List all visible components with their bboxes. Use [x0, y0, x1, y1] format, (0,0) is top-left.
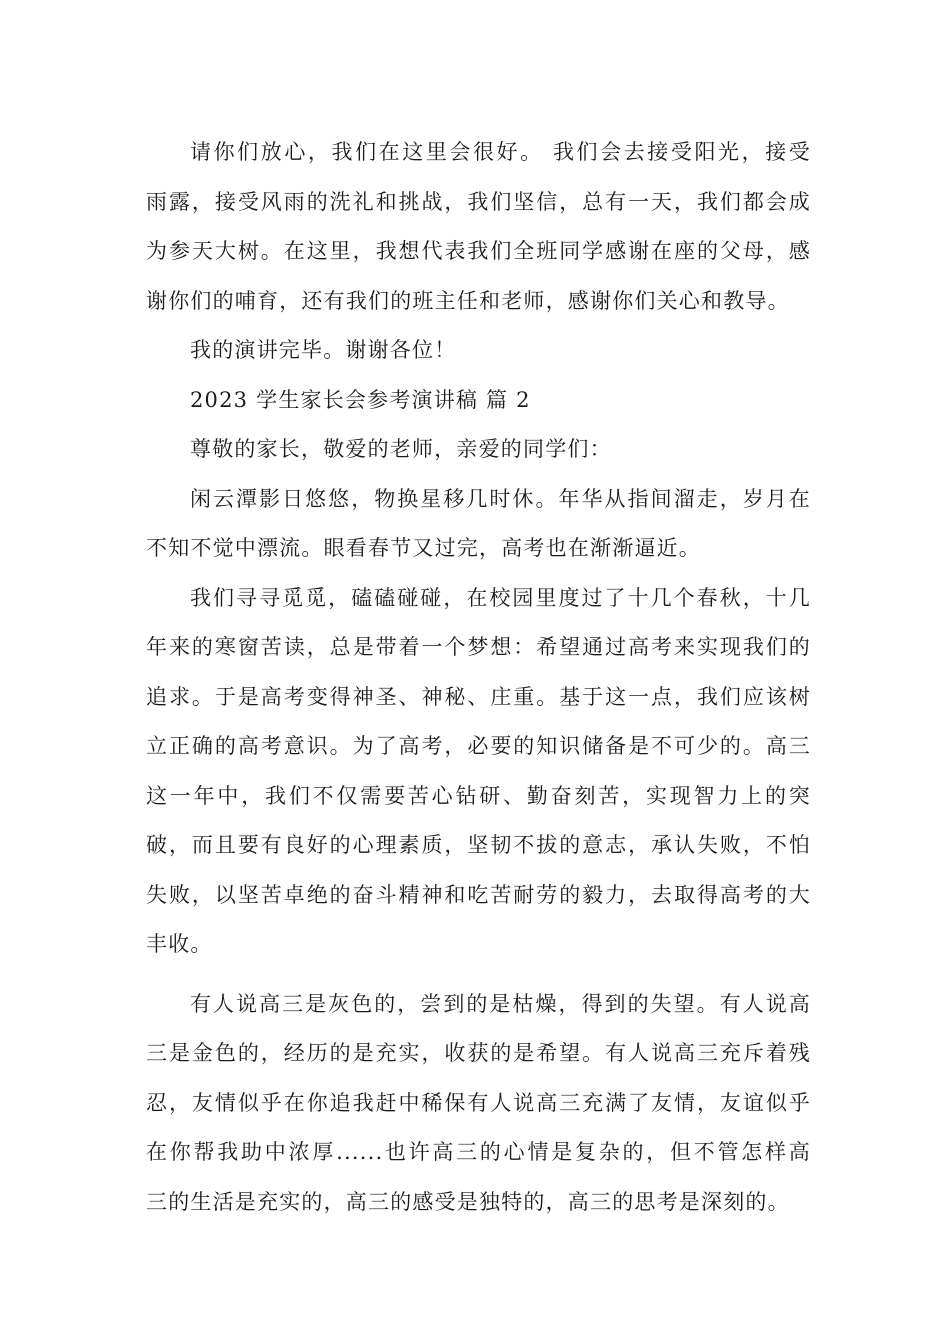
text-line: 尊敬的家长，敬爱的老师，亲爱的同学们： — [190, 437, 612, 461]
paragraph-salutation — [146, 425, 811, 475]
paragraph-closing — [146, 326, 811, 376]
text-line: 有人说高三是灰色的，尝到的是枯燥，得到的失望。有人说高 — [190, 991, 811, 1016]
paragraph-exam-awareness — [146, 574, 811, 970]
text-line: 追求。于是高考变得神圣、神秘、庄重。基于这一点，我们应该树 — [146, 684, 811, 709]
paragraph-reassurance — [146, 128, 811, 326]
text-line: 这一年中，我们不仅需要苦心钻研、勤奋刻苦，实现智力上的突 — [146, 783, 811, 808]
text-line: 破，而且要有良好的心理素质，坚韧不拔的意志，承认失败，不怕 — [146, 833, 811, 857]
text-line: 闲云潭影日悠悠，物换星移几时休。年华从指间溜走，岁月在 — [190, 486, 811, 511]
paragraph-gap — [146, 970, 811, 980]
paragraph-opening — [146, 475, 811, 574]
text-line: 失败，以坚苦卓绝的奋斗精神和吃苦耐劳的毅力，去取得高考的大 — [146, 882, 811, 907]
text-line: 忍，友情似乎在你追我赶中稀保有人说高三充满了友情，友谊似乎 — [146, 1090, 811, 1115]
text-line: 不知不觉中漂流。眼看春节又过完，高考也在渐渐逼近。 — [146, 536, 701, 560]
text-line: 我的演讲完毕。谢谢各位！ — [190, 338, 457, 362]
heading-line: 2023 学生家长会参考演讲稿 篇 2 — [190, 387, 531, 412]
paragraph-senior-year — [146, 980, 811, 1228]
document-body — [146, 128, 811, 1227]
text-line: 谢你们的哺育，还有我们的班主任和老师，感谢你们关心和教导。 — [146, 288, 790, 313]
text-line: 丰收。 — [146, 932, 213, 956]
text-line: 三是金色的，经历的是充实，收获的是希望。有人说高三充斥着残 — [146, 1041, 811, 1065]
text-line: 为参天大树。在这里，我想代表我们全班同学感谢在座的父母，感 — [146, 239, 811, 263]
text-line: 三的生活是充实的，高三的感受是独特的，高三的思考是深刻的。 — [146, 1189, 790, 1214]
text-line: 年来的寒窗苦读，总是带着一个梦想：希望通过高考来实现我们的 — [146, 635, 811, 659]
text-line: 立正确的高考意识。为了高考，必要的知识储备是不可少的。高三 — [146, 734, 811, 758]
text-line: 在你帮我助中浓厚......也许高三的心情是复杂的，但不管怎样高 — [146, 1140, 811, 1164]
text-line: 我们寻寻觅觅，磕磕碰碰，在校园里度过了十几个春秋，十几 — [190, 585, 811, 610]
section-heading — [146, 376, 811, 426]
text-line: 请你们放心，我们在这里会很好。 我们会去接受阳光，接受 — [190, 140, 811, 164]
text-line: 雨露，接受风雨的洗礼和挑战，我们坚信，总有一天，我们都会成 — [146, 189, 811, 214]
